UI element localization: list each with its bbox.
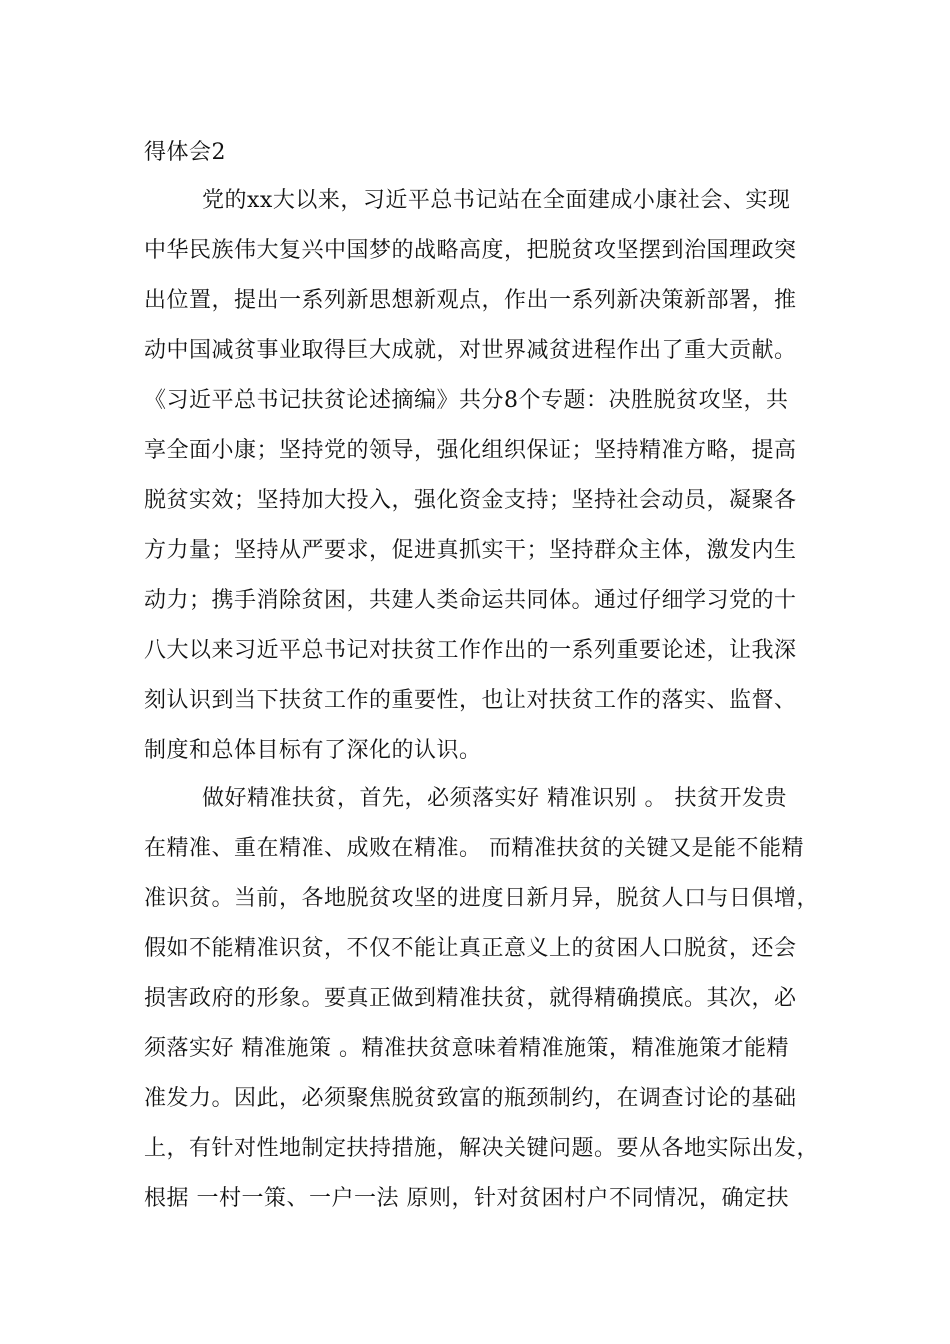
paragraph2-line: 根据 一村一策、一户一法 原则，针对贫困村户不同情况，确定扶 — [144, 1186, 789, 1211]
paragraph1-line: 方力量；坚持从严要求，促进真抓实干；坚持群众主体，激发内生 — [144, 538, 797, 563]
paragraph1-line: 党的xx大以来，习近平总书记站在全面建成小康社会、实现 — [202, 188, 791, 213]
paragraph2-line: 损害政府的形象。要真正做到精准扶贫，就得精确摸底。其次，必 — [144, 986, 797, 1011]
paragraph1-line: 《习近平总书记扶贫论述摘编》共分8个专题：决胜脱贫攻坚，共 — [144, 388, 789, 413]
paragraph2-line: 做好精准扶贫，首先，必须落实好 精准识别 。 扶贫开发贵 — [202, 786, 787, 811]
paragraph1-line: 脱贫实效；坚持加大投入，强化资金支持；坚持社会动员，凝聚各 — [144, 488, 797, 513]
paragraph2-line: 准发力。因此，必须聚焦脱贫致富的瓶颈制约，在调查讨论的基础 — [144, 1086, 797, 1111]
paragraph1-line: 享全面小康；坚持党的领导，强化组织保证；坚持精准方略，提高 — [144, 438, 797, 463]
paragraph2-line: 在精准、重在精准、成败在精准。 而精准扶贫的关键又是能不能精 — [144, 836, 804, 861]
paragraph1-line: 动中国减贫事业取得巨大成就，对世界减贫进程作出了重大贡献。 — [144, 338, 797, 363]
paragraph1-line: 刻认识到当下扶贫工作的重要性，也让对扶贫工作的落实、监督、 — [144, 688, 797, 713]
paragraph1-line: 八大以来习近平总书记对扶贫工作作出的一系列重要论述，让我深 — [144, 638, 797, 663]
paragraph1-line: 制度和总体目标有了深化的认识。 — [144, 738, 482, 763]
section-heading: 得体会2 — [144, 140, 226, 165]
paragraph1-line: 出位置，提出一系列新思想新观点，作出一系列新决策新部署，推 — [144, 288, 797, 313]
paragraph1-line: 中华民族伟大复兴中国梦的战略高度，把脱贫攻坚摆到治国理政突 — [144, 238, 797, 263]
paragraph1-line: 动力；携手消除贫困，共建人类命运共同体。通过仔细学习党的十 — [144, 588, 797, 613]
paragraph2-line: 上，有针对性地制定扶持措施，解决关键问题。要从各地实际出发， — [144, 1136, 820, 1161]
paragraph2-line: 假如不能精准识贫，不仅不能让真正意义上的贫困人口脱贫，还会 — [144, 936, 797, 961]
paragraph2-line: 须落实好 精准施策 。精准扶贫意味着精准施策，精准施策才能精 — [144, 1036, 789, 1061]
paragraph2-line: 准识贫。当前，各地脱贫攻坚的进度日新月异，脱贫人口与日俱增， — [144, 886, 820, 911]
